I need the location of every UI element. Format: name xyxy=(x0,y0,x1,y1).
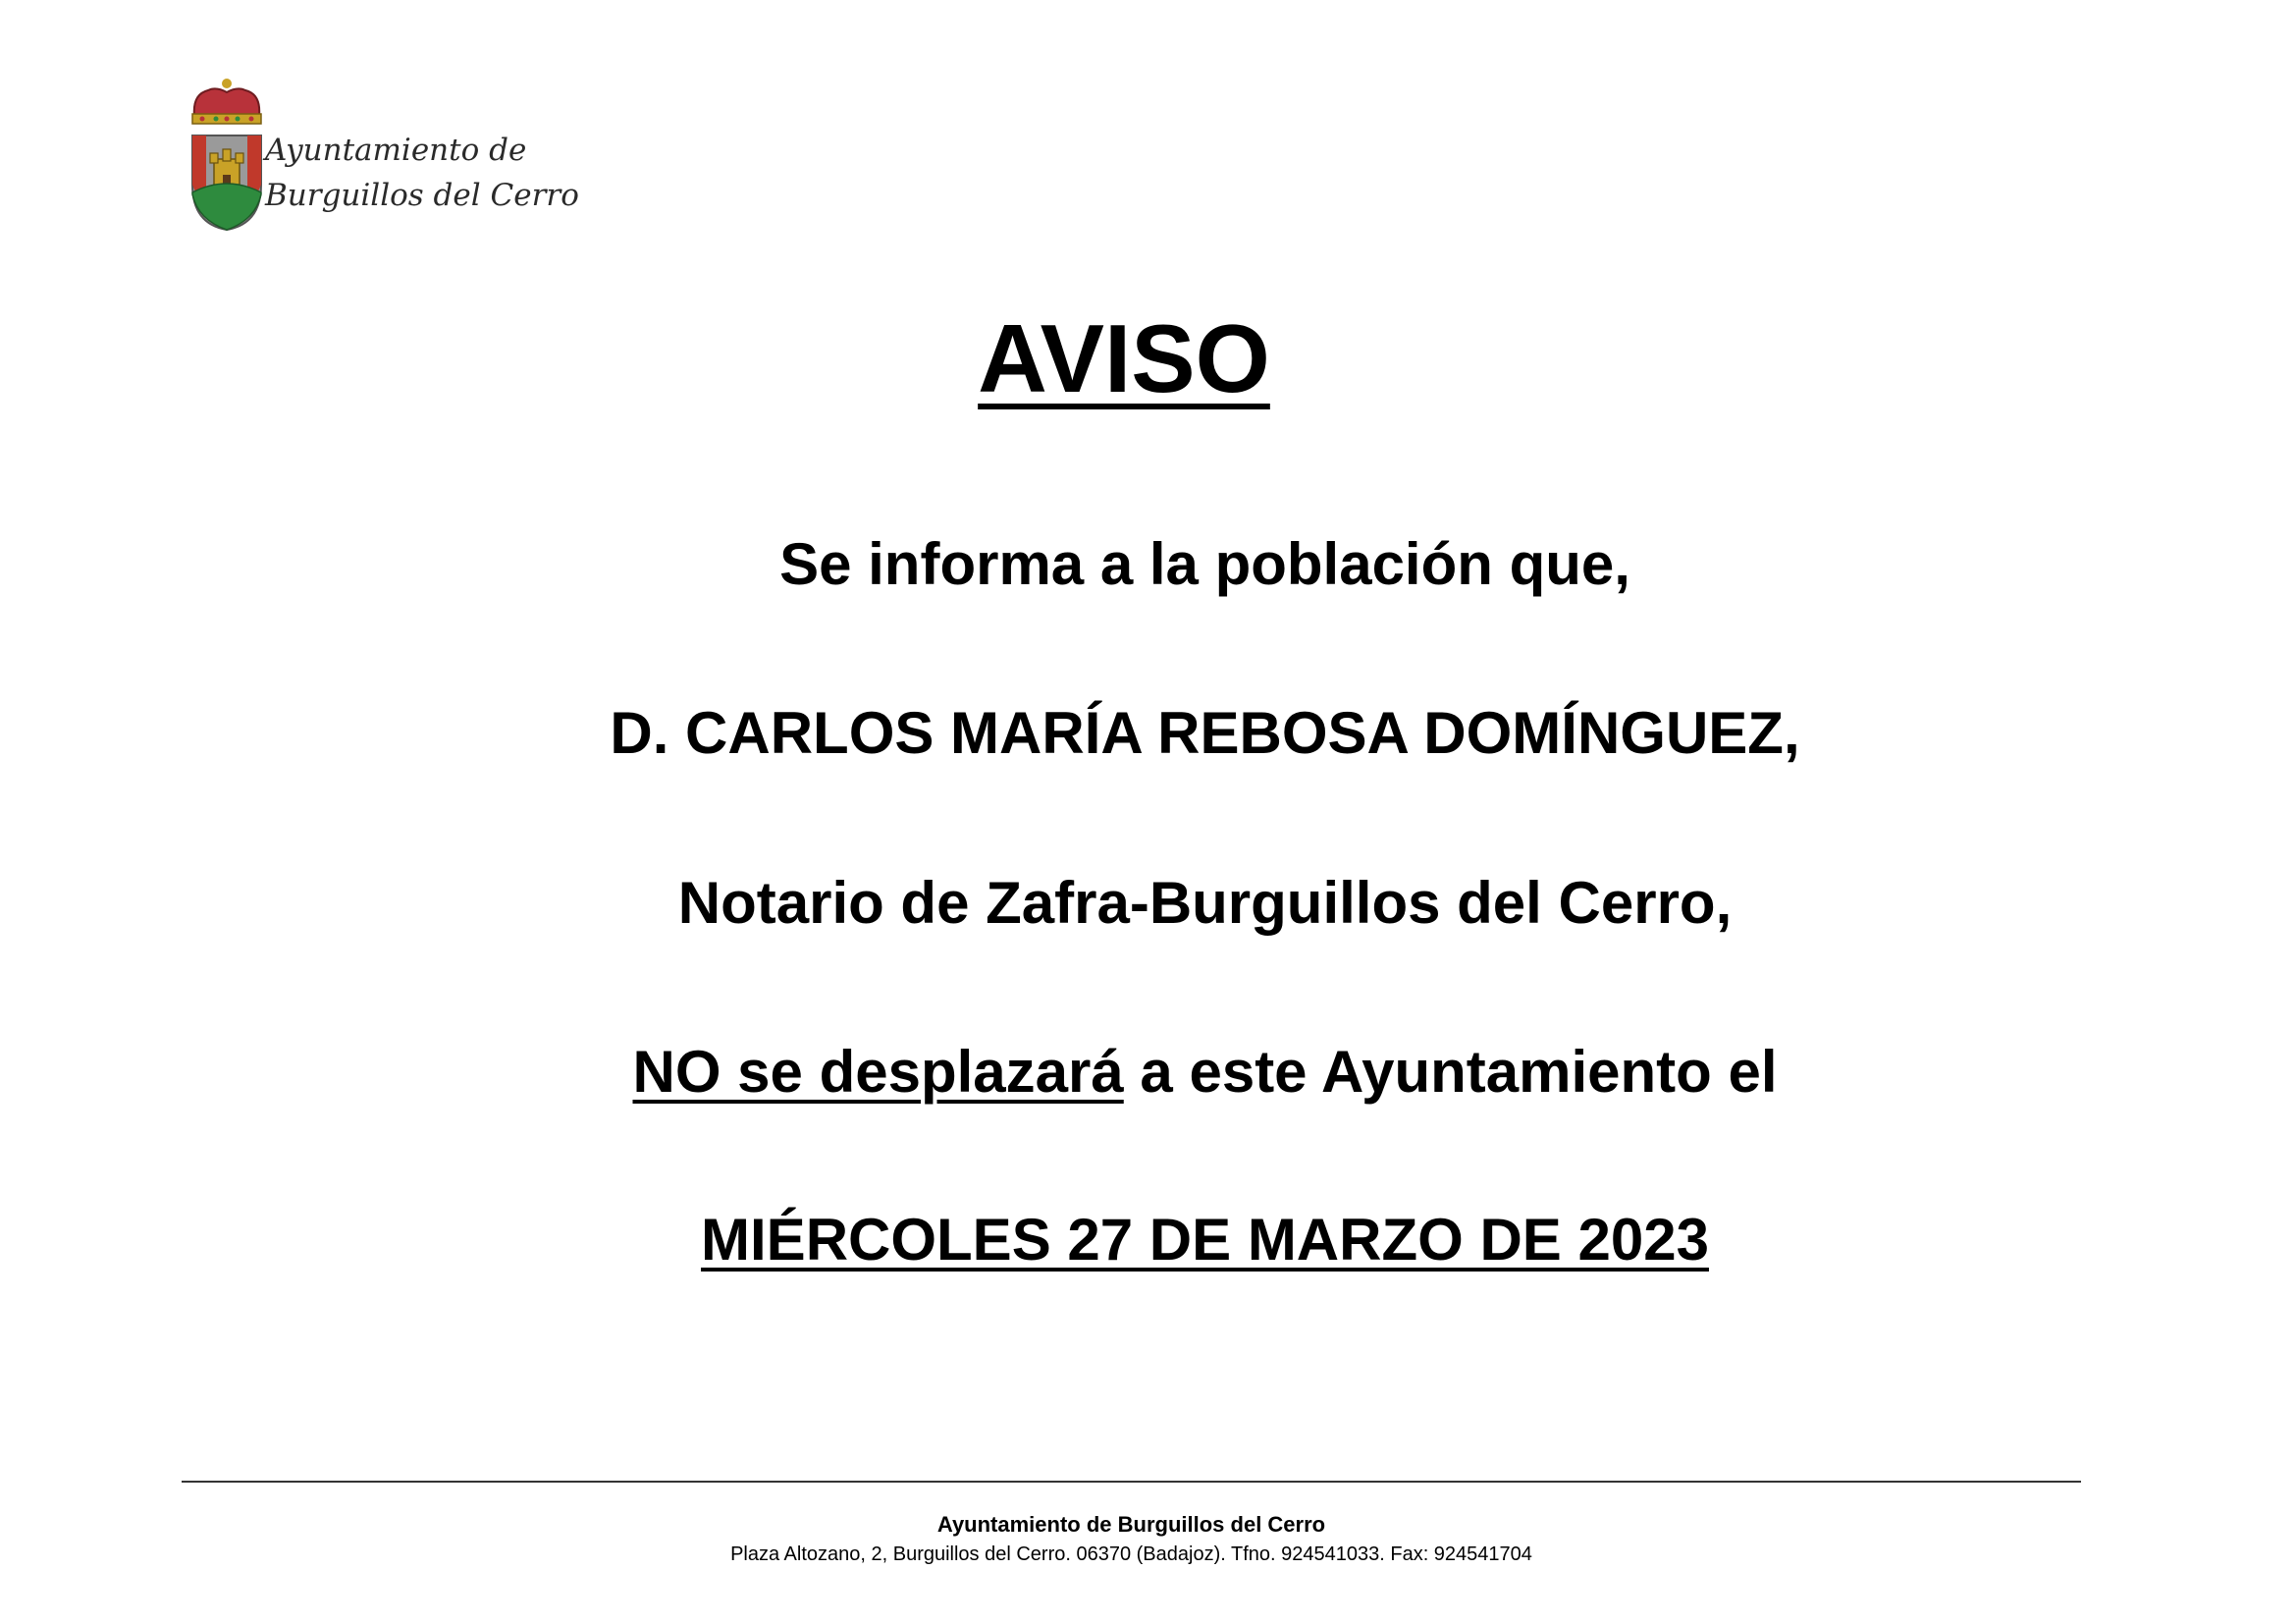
logo-line-1: Ayuntamiento de xyxy=(265,133,527,168)
footer-address: Plaza Altozano, 2, Burguillos del Cerro. 06370 (Badajoz). Tfno. 924541033. Fax: 924541704 xyxy=(730,1543,1532,1565)
notice-title-text: AVISO xyxy=(978,304,1270,412)
notice-date: MIÉRCOLES 27 DE MARZO DE 2023 xyxy=(701,1207,1709,1272)
notice-title xyxy=(0,304,2248,412)
notice-line-date xyxy=(0,1206,2296,1274)
footer-organization: Ayuntamiento de Burguillos del Cerro xyxy=(936,1512,1326,1537)
notice-line-position: Notario de Zafra-Burguillos del Cerro, xyxy=(677,870,1733,936)
notice-line-intro: Se informa a la población que, xyxy=(779,531,1630,597)
coat-of-arms-icon xyxy=(187,77,267,232)
logo-line-2: Burguillos del Cerro xyxy=(265,178,579,213)
notice-emphasis: NO se desplazará xyxy=(632,1039,1124,1105)
municipal-logo xyxy=(187,77,579,234)
footer-divider xyxy=(182,1481,2081,1483)
notice-line-name: D. CARLOS MARÍA REBOSA DOMÍNGUEZ, xyxy=(610,700,1800,766)
notice-line-announcement xyxy=(0,1038,2296,1107)
logo-wordmark xyxy=(265,128,579,218)
notice-line-announcement-rest: a este Ayuntamiento el xyxy=(1123,1039,1778,1105)
